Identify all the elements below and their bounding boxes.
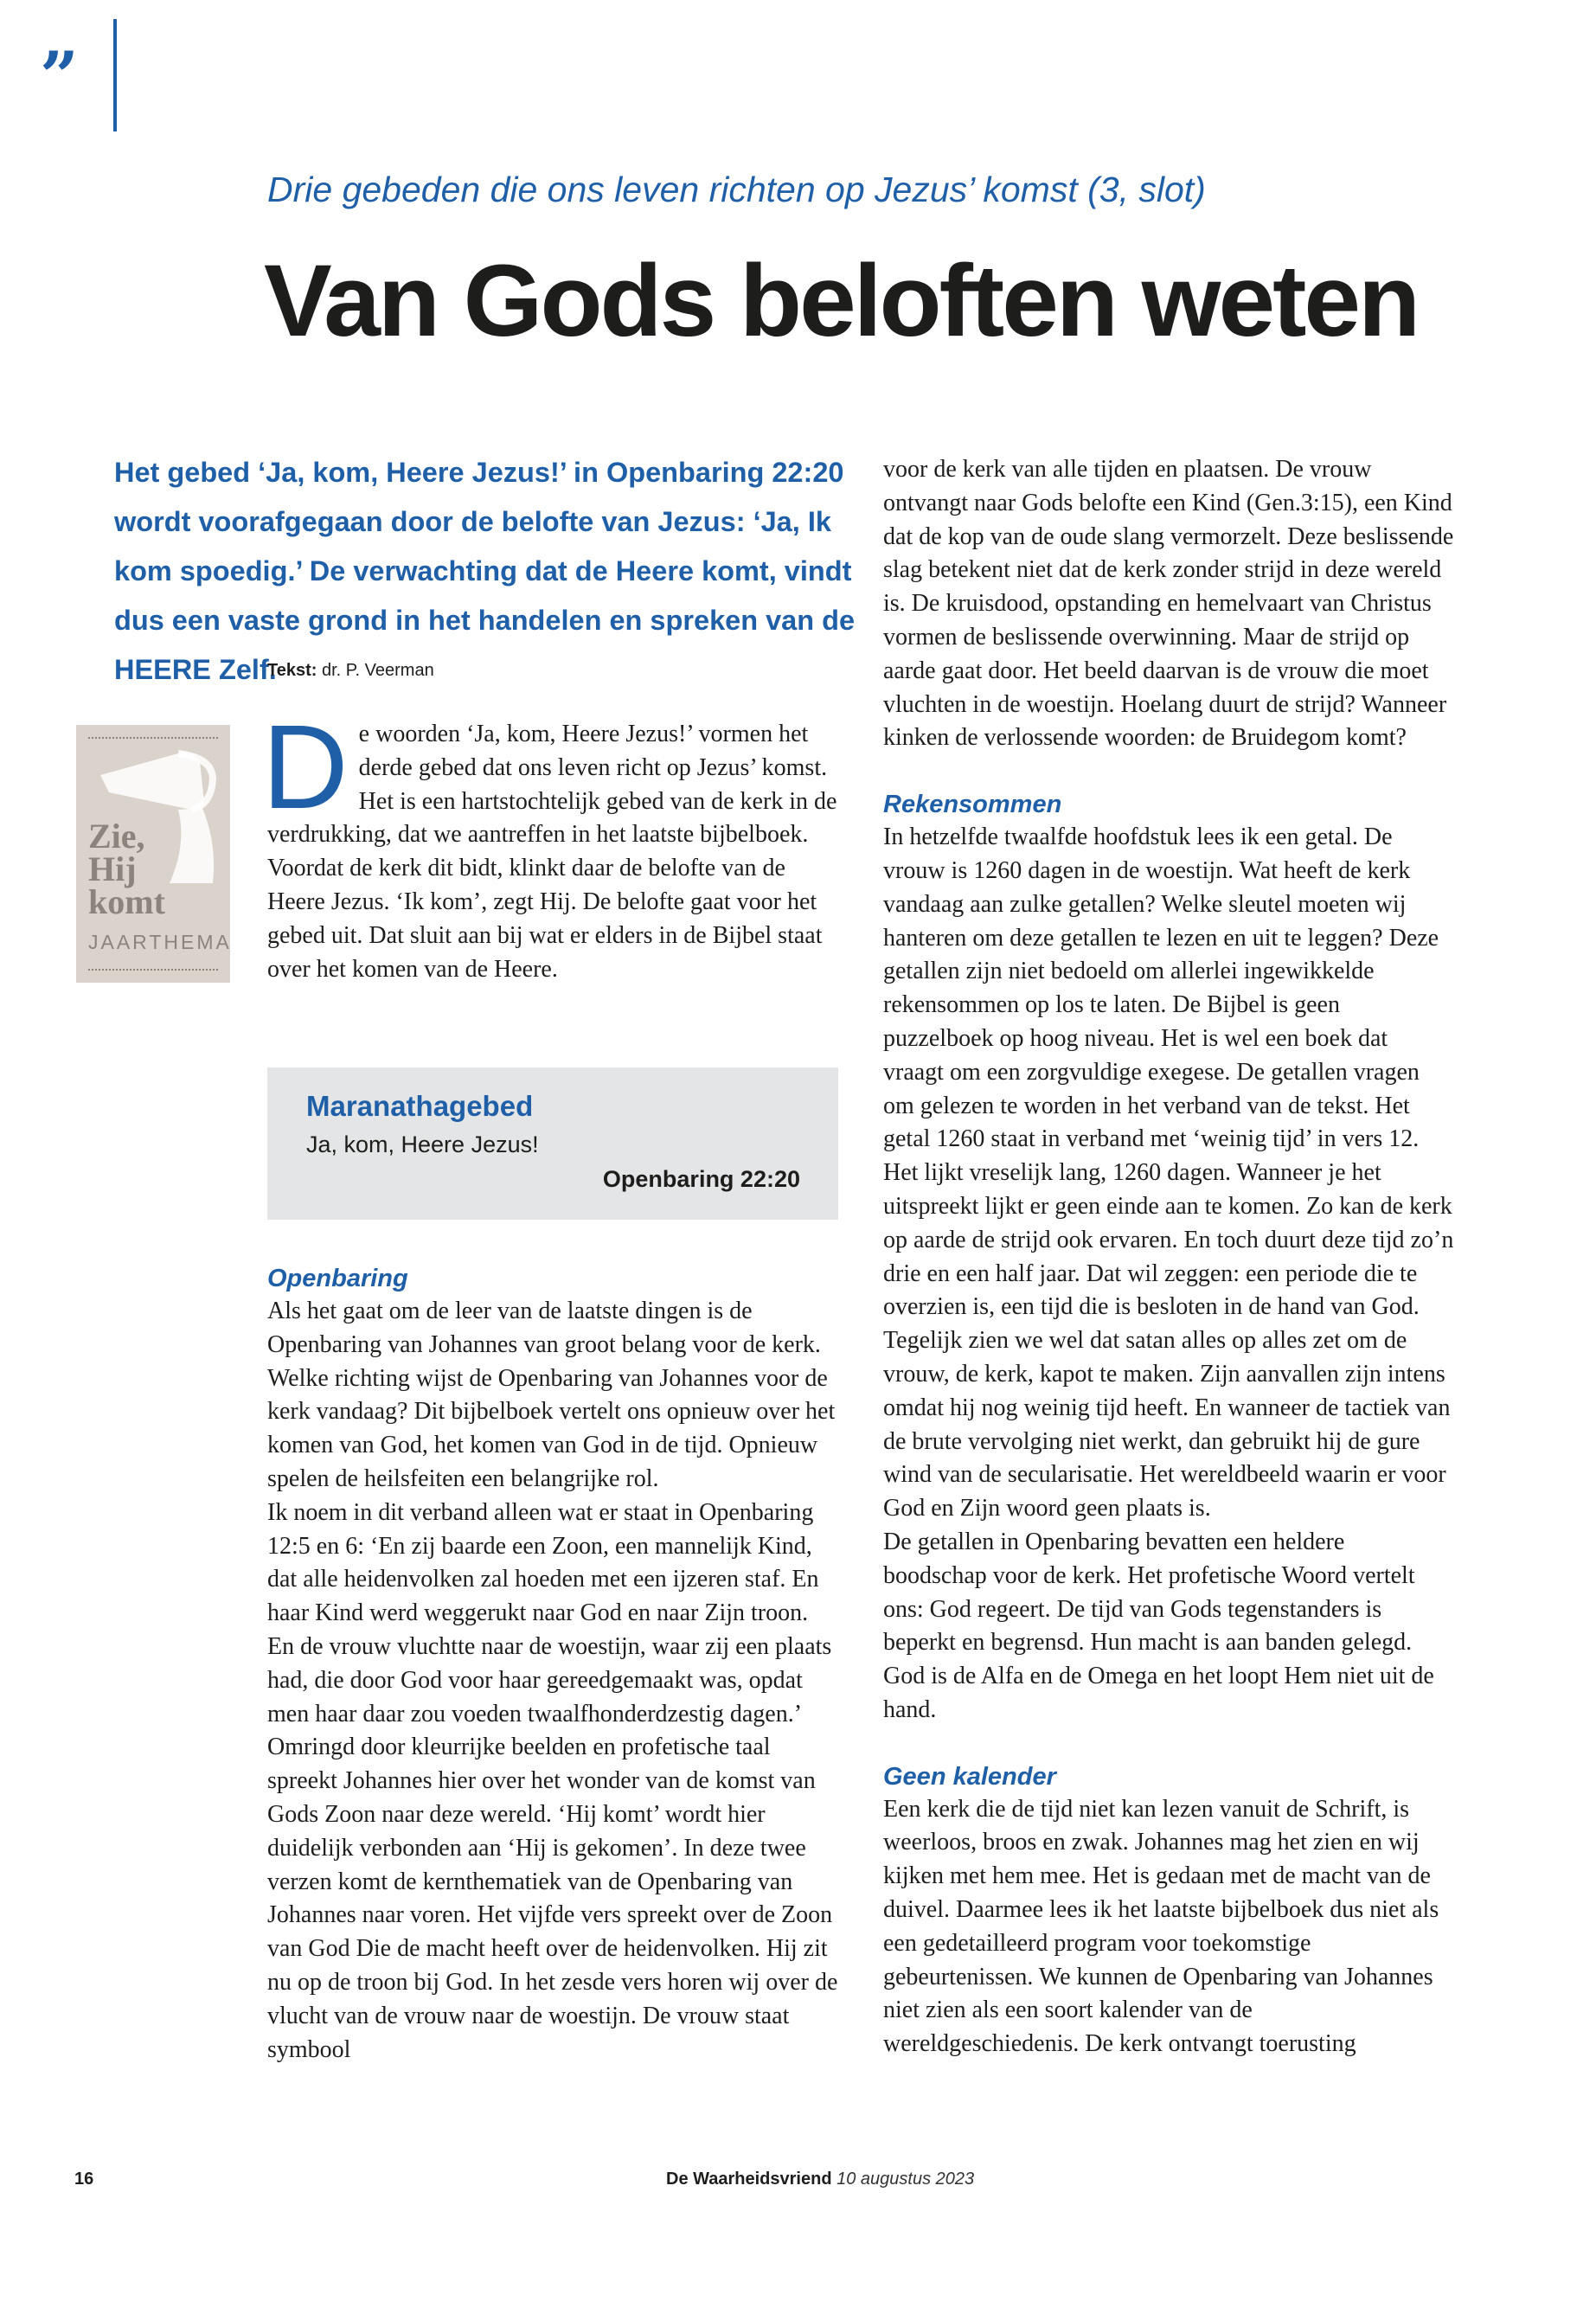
body-paragraph: voor de kerk van alle tijden en plaatsen. De vrouw ontvangt naar Gods belofte een Kind (Gen.3:15), een Kind dat de kop van de oude slang vermorzelt. Deze beslissende slag betekent niet dat de kerk zonder strijd in deze wereld is. De kruisdood, opstanding en hemelvaart van Christus vormen de beslissende overwinning. Maar de strijd op aarde gaat door. Het beeld daarvan is de vrouw die moet vluchten in de woestijn. Hoelang duurt de strijd? Wanneer kinken de verlossende woorden: de Bruidegom komt?	[883, 456, 1454, 752]
intro-text: e woorden ‘Ja, kom, Heere Jezus!’ vormen het derde gebed dat ons leven richt op Jezus’ komst. Het is een hartstochtelijk gebed van de kerk in de verdrukking, dat we aantreffen in het laatste bijbelboek. Voordat de kerk dit bidt, klinkt daar de belofte van de Heere Jezus. ‘Ik kom’, zegt Hij. De belofte gaat voor het gebed uit. Dat sluit aan bij wat er elders in de Bijbel staat over het komen van de Heere.	[267, 721, 837, 983]
column-left-section	[267, 1262, 838, 2067]
section-heading: Openbaring	[267, 1265, 408, 1292]
badge-dotted-rule	[88, 969, 218, 971]
byline	[267, 661, 434, 681]
drop-cap: D	[262, 701, 349, 834]
body-paragraph: In hetzelfde twaalfde hoofdstuk lees ik een getal. De vrouw is 1260 dagen in de woestijn. Wat heeft de kerk vandaag aan zulke getallen? Welke sleutel moeten wij hanteren om deze getallen te lezen en uit te leggen? Deze getallen zijn niet bedoeld om allerlei ingewikkelde rekensommen op los te laten. De Bijbel is geen puzzelboek op hoog niveau. Het is wel een boek dat vraagt om een zorgvuldige exegese. De getallen vragen om gelezen te worden in het verband van de tekst. Het getal 1260 staat in verband met ‘weinig tijd’ in vers 12. Het lijkt vreselijk lang, 1260 dagen. Wanneer je het uitspreekt lijkt er geen einde aan te komen. Zo kan de kerk op aarde de strijd ook ervaren. En toch duurt deze tijd zo’n drie en een half jaar. Dat wil zeggen: een periode die te overzien is, een tijd die is besloten in de hand van God. Tegelijk zien we wel dat satan alles op alles zet om de vrouw, de kerk, kapot te maken. Zijn aanvallen zijn intens omdat hij nog weinig tijd heeft. En wanneer de tactiek van de brute vervolging niet werkt, dan gebruikt hij de gure wind van de secularisatie. Het wereldbeeld waarin er voor God en Zijn woord geen plaats is.	[883, 824, 1454, 1522]
badge-theme	[88, 817, 165, 921]
publication-date: 10 augustus 2023	[836, 2170, 975, 2189]
year-theme-badge	[76, 725, 230, 983]
article-title: Van Gods beloften weten	[264, 244, 1419, 358]
body-paragraph: De getallen in Openbaring bevatten een heldere boodschap voor de kerk. Het profetische Woord vertelt ons: God regeert. De tijd van Gods tegenstanders is beperkt en begrensd. Hun macht is aan banden gelegd. God is de Alfa en de Omega en het loopt Hem niet uit de hand.	[883, 1528, 1434, 1723]
page-number: 16	[74, 2170, 94, 2189]
column-right	[883, 453, 1454, 2061]
body-paragraph: Omringd door kleurrijke beelden en profetische taal spreekt Johannes hier over het wonder van de komst van Gods Zoon naar deze wereld. ‘Hij komt’ wordt hier duidelijk verbonden aan ‘Hij is gekomen’. In deze twee verzen komt de kernthematiek van de Openbaring van Johannes naar voren. Het vijfde vers spreekt over de Zoon van God Die de macht heeft over de heidenvolken. Hij zit nu op de troon bij God. In het zesde vers horen wij over de vlucht van de vrouw naar de woestijn. De vrouw staat symbool	[267, 1734, 838, 2063]
column-left	[262, 701, 838, 986]
header-rule	[113, 19, 117, 131]
body-paragraph: Een kerk die de tijd niet kan lezen vanuit de Schrift, is weerloos, broos en zwak. Johannes mag het zien en wij kijken met hem mee. Het is gedaan met de macht van de duivel. Daarmee lees ik het laatste bijbelboek dus niet als een gedetailleerd program voor toekomstige gebeurtenissen. We kunnen de Openbaring van Johannes niet zien als een soort kalender van de wereldgeschiedenis. De kerk ontvangt toerusting	[883, 1795, 1439, 2058]
quote-box-reference: Openbaring 22:20	[602, 1166, 800, 1192]
publication-name: De Waarheidsvriend	[666, 2170, 832, 2189]
quote-box-text: Ja, kom, Heere Jezus!	[306, 1131, 539, 1157]
quote-box-title: Maranathagebed	[306, 1090, 534, 1122]
byline-label: Tekst:	[267, 661, 317, 680]
footer-publication	[666, 2170, 974, 2189]
article-subtitle: Drie gebeden die ons leven richten op Jezus’ komst (3, slot)	[267, 170, 1206, 209]
badge-line-1: Zie,	[88, 817, 145, 856]
body-paragraph: Ik noem in dit verband alleen wat er staat in Openbaring 12:5 en 6: ‘En zij baarde een Zoon, een mannelijk Kind, dat alle heidenvolken zal hoeden met een ijzeren staf. En haar Kind werd weggerukt naar God en naar Zijn troon. En de vrouw vluchtte naar de woestijn, waar zij een plaats had, die door God voor haar gereedgemaakt was, opdat men haar daar zou voeden twaalfhonderdzestig dagen.’	[267, 1498, 832, 1727]
byline-author: dr. P. Veerman	[321, 661, 434, 680]
badge-line-2: Hij	[88, 849, 137, 888]
body-paragraph: Als het gaat om de leer van de laatste dingen is de Openbaring van Johannes van groot belang voor de kerk. Welke richting wijst de Openbaring van Johannes voor de kerk vandaag? Dit bijbelboek vertelt ons opnieuw over het komen van God, het komen van God in de tijd. Opnieuw spelen de heilsfeiten een belangrijke rol.	[267, 1298, 836, 1492]
badge-label: JAARTHEMA	[88, 931, 232, 953]
article-lead: Het gebed ‘Ja, kom, Heere Jezus!’ in Openbaring 22:20 wordt voorafgegaan door de belofte van Jezus: ‘Ja, Ik kom spoedig.’ De verwachting dat de Heere komt, vindt dus een vaste grond in het handelen en spreken van de HEERE Zelf.	[114, 457, 856, 685]
quote-mark-icon: ”	[40, 37, 79, 116]
badge-dotted-rule	[88, 737, 218, 739]
intro-paragraph	[262, 701, 838, 986]
quote-box	[267, 1067, 838, 1220]
badge-line-3: komt	[88, 882, 165, 921]
section-heading: Geen kalender	[883, 1762, 1056, 1791]
section-heading: Rekensommen	[883, 791, 1062, 819]
